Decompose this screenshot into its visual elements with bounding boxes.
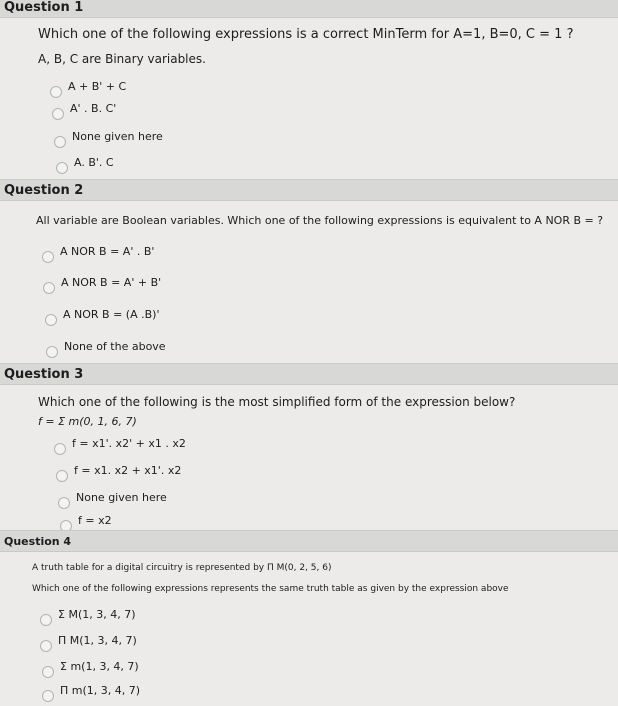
question-2-prompt: All variable are Boolean variables. Which one of the following expressions is equivalent to A NOR B = ? [36, 214, 604, 227]
question-1-subtext: A, B, C are Binary variables. [38, 52, 206, 66]
radio-button[interactable] [45, 314, 57, 326]
option-label: Π m(1, 3, 4, 7) [60, 684, 141, 697]
question-3-subtext: f = Σ m(0, 1, 6, 7) [38, 415, 137, 428]
option-label: A + B' + C [68, 80, 127, 93]
radio-button[interactable] [52, 108, 64, 120]
question-4-subtext: Which one of the following expressions represents the same truth table as given by the expression above [32, 584, 509, 594]
question-1-header: Question 1 [0, 0, 618, 18]
radio-button[interactable] [56, 162, 68, 174]
question-3-header: Question 3 [0, 363, 618, 385]
question-1-prompt: Which one of the following expressions is a correct MinTerm for A=1, B=0, C = 1 ? [38, 27, 574, 42]
option-label: A NOR B = A' . B' [60, 245, 155, 258]
option-label: f = x1. x2 + x1'. x2 [74, 464, 182, 477]
option-label: f = x1'. x2' + x1 . x2 [72, 437, 186, 450]
radio-button[interactable] [40, 640, 52, 652]
option-label: None given here [72, 130, 163, 143]
radio-button[interactable] [58, 497, 70, 509]
option-label: None of the above [64, 340, 166, 353]
radio-button[interactable] [54, 443, 66, 455]
radio-button[interactable] [56, 470, 68, 482]
radio-button[interactable] [42, 251, 54, 263]
option-label: Σ m(1, 3, 4, 7) [60, 660, 139, 673]
option-label: A' . B. C' [70, 102, 117, 115]
option-label: A. B'. C [74, 156, 114, 169]
option-label: Π M(1, 3, 4, 7) [58, 634, 137, 647]
option-label: Σ M(1, 3, 4, 7) [58, 608, 136, 621]
question-2-header: Question 2 [0, 179, 618, 201]
option-label: None given here [76, 491, 167, 504]
option-label: A NOR B = (A .B)' [63, 308, 160, 321]
question-4-header: Question 4 [0, 530, 618, 552]
radio-button[interactable] [54, 136, 66, 148]
question-4-prompt: A truth table for a digital circuitry is represented by Π M(0, 2, 5, 6) [32, 563, 332, 573]
option-label: f = x2 [78, 514, 112, 527]
radio-button[interactable] [50, 86, 62, 98]
radio-button[interactable] [42, 690, 54, 702]
radio-button[interactable] [43, 282, 55, 294]
option-label: A NOR B = A' + B' [61, 276, 162, 289]
radio-button[interactable] [40, 614, 52, 626]
radio-button[interactable] [46, 346, 58, 358]
radio-button[interactable] [42, 666, 54, 678]
question-3-prompt: Which one of the following is the most simplified form of the expression below? [38, 395, 516, 409]
